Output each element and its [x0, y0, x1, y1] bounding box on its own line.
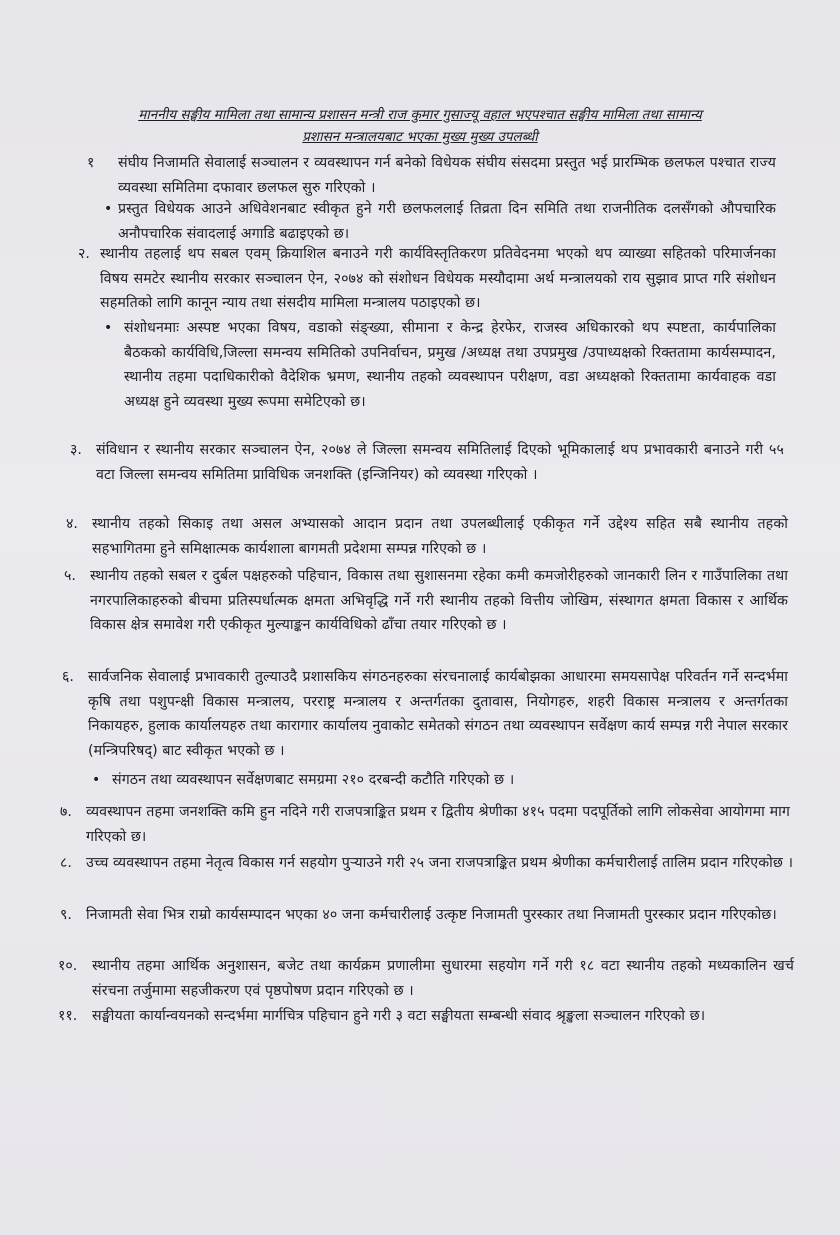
item-number: ३.	[70, 442, 82, 458]
list-item: स्थानीय तहको सबल र दुर्बल पक्षहरुको पहिचान, विकास तथा सुशासनमा रहेका कमी कमजोरीहरुको जानकारी लिन र गाउँपालिका तथा नगरपालिकाहरुको बीचमा प्रतिस्पर्धात्मक क्षमता अभिवृद्धि गर्ने गरी स्थानीय तहको वित्तीय जोखिम, संस्थागत क्षमता विकास र आर्थिक विकास क्षेत्र समावेश गरी एकीकृत मुल्याङ्कन कार्यविधिको ढाँचा तयार गरिएको छ ।	[90, 568, 788, 633]
item-number: ६.	[62, 669, 74, 685]
list-item: व्यवस्थापन तहमा जनशक्ति कमि हुन नदिने गरी राजपत्राङ्कित प्रथम र द्वितीय श्रेणीका ४१५ पदमा पदपूर्तिको लागि लोकसेवा आयोगमा माग गरिएको छ।	[86, 804, 790, 845]
item-number: ८.	[60, 855, 72, 871]
heading-line-2: प्रशासन मन्त्रालयबाट भएका मुख्य मुख्य उपलब्धी	[302, 129, 538, 145]
bullet-icon: •	[104, 320, 113, 336]
list-item: निजामती सेवा भित्र राम्रो कार्यसम्पादन भएका ४० जना कर्मचारीलाई उत्कृष्ट निजामती पुरस्कार तथा निजामती पुरस्कार प्रदान गरिएकोछ।	[86, 907, 777, 923]
item-number: १०.	[58, 958, 78, 974]
list-item: स्थानीय तहलाई थप सबल एवम् क्रियाशिल बनाउने गरी कार्यविस्तृतिकरण प्रतिवेदनमा भएको थप व्याख्या सहितको परिमार्जनका विषय समटेर स्थानीय सरकार सञ्चालन ऐन, २०७४ को संशोधन विधेयक मस्यौदामा अर्थ मन्त्रालयको राय सुझाव प्राप्त गरि संशोधन सहमतिको लागि कानून न्याय तथा संसदीय मामिला मन्त्रालय पठाइएको छ।	[100, 246, 776, 311]
item-number: १	[87, 155, 95, 171]
document-heading	[70, 104, 770, 148]
item-number: २.	[78, 246, 90, 262]
bullet-icon: •	[92, 772, 101, 788]
list-item: स्थानीय तहको सिकाइ तथा असल अभ्यासको आदान प्रदान तथा उपलब्धीलाई एकीकृत गर्ने उद्देश्य सहित सबै स्थानीय तहको सहभागितमा हुने समिक्षात्मक कार्यशाला बागमती प्रदेशमा सम्पन्न गरिएको छ ।	[92, 516, 788, 557]
item-number: ११.	[58, 1008, 78, 1024]
item-number: ७.	[60, 804, 72, 820]
list-item: उच्च व्यवस्थापन तहमा नेतृत्व विकास गर्न सहयोग पुऱ्याउने गरी २५ जना राजपत्राङ्कित प्रथम श्रेणीका कर्मचारीलाई तालिम प्रदान गरिएकोछ ।	[86, 855, 794, 871]
bullet-item: प्रस्तुत विधेयक आउने अधिवेशनबाट स्वीकृत हुने गरी छलफललाई तिव्रता दिन समिति तथा राजनीतिक दलसँगको औपचारिक अनौपचारिक संवादलाई अगाडि बढाइएको छ।	[118, 201, 776, 242]
heading-line-1: माननीय सङ्घीय मामिला तथा सामान्य प्रशासन मन्त्री राज कुमार गुसाज्यू वहाल भएपश्चात सङ्घीय मामिला तथा सामान्य	[138, 107, 702, 123]
list-item: सार्वजनिक सेवालाई प्रभावकारी तुल्याउदै प्रशासकिय संगठनहरुका संरचनालाई कार्यबोझका आधारमा समयसापेक्ष परिवर्तन गर्ने सन्दर्भमा कृषि तथा पशुपन्क्षी विकास मन्त्रालय, परराष्ट्र मन्त्रालय र अन्तर्गतका दुतावास, नियोगहरु, शहरी विकास मन्त्रालय र अन्तर्गतका निकायहरु, हुलाक कार्यालयहरु तथा कारागार कार्यालय नुवाकोट समेतको संगठन तथा व्यवस्थापन सर्वेक्षण कार्य सम्पन्न गरी नेपाल सरकार (मन्त्रिपरिषद्) बाट स्वीकृत भएको छ ।	[88, 669, 788, 759]
list-item: संघीय निजामति सेवालाई सञ्चालन र व्यवस्थापन गर्न बनेको विधेयक संघीय संसदमा प्रस्तुत भई प्रारम्भिक छलफल पश्चात राज्य व्यवस्था समितिमा दफावार छलफल सुरु गरिएको ।	[118, 155, 776, 196]
item-number: ९.	[60, 907, 72, 923]
bullet-icon: •	[104, 201, 113, 217]
list-item: संविधान र स्थानीय सरकार सञ्चालन ऐन, २०७४ ले जिल्ला समन्वय समितिलाई दिएको भूमिकालाई थप प्रभावकारी बनाउने गरी ५५ वटा जिल्ला समन्वय समितिमा प्राविधिक जनशक्ति (इन्जिनियर) को व्यवस्था गरिएको ।	[96, 442, 784, 483]
item-number: ५.	[64, 568, 76, 584]
item-number: ४.	[66, 516, 78, 532]
list-item: स्थानीय तहमा आर्थिक अनुशासन, बजेट तथा कार्यक्रम प्रणालीमा सुधारमा सहयोग गर्ने गरी १८ वटा स्थानीय तहको मध्यकालिन खर्च संरचना तर्जुमामा सहजीकरण एवं पृष्ठपोषण प्रदान गरिएको छ ।	[92, 958, 794, 999]
bullet-item: संशोधनमाः अस्पष्ट भएका विषय, वडाको संङ्ख्या, सीमाना र केन्द्र हेरफेर, राजस्व अधिकारको थप स्पष्टता, कार्यपालिका बैठकको कार्यविधि,जिल्ला समन्वय समितिको उपनिर्वाचन, प्रमुख /अध्यक्ष तथा उपप्रमुख /उपाध्यक्षको रिक्ततामा कार्यसम्पादन, स्थानीय तहमा पदाधिकारीको वैदेशिक भ्रमण, स्थानीय तहको व्यवस्थापन परीक्षण, वडा अध्यक्षको रिक्ततामा कार्यवाहक वडा अध्यक्ष हुने व्यवस्था मुख्य रूपमा समेटिएको छ।	[124, 320, 776, 410]
list-item: सङ्घीयता कार्यान्वयनको सन्दर्भमा मार्गचित्र पहिचान हुने गरी ३ वटा सङ्घीयता सम्बन्धी संवाद श्रृङ्खला सञ्चालन गरिएको छ।	[92, 1008, 706, 1024]
bullet-item: संगठन तथा व्यवस्थापन सर्वेक्षणबाट समग्रमा २१० दरबन्दी कटौति गरिएको छ ।	[112, 772, 515, 788]
